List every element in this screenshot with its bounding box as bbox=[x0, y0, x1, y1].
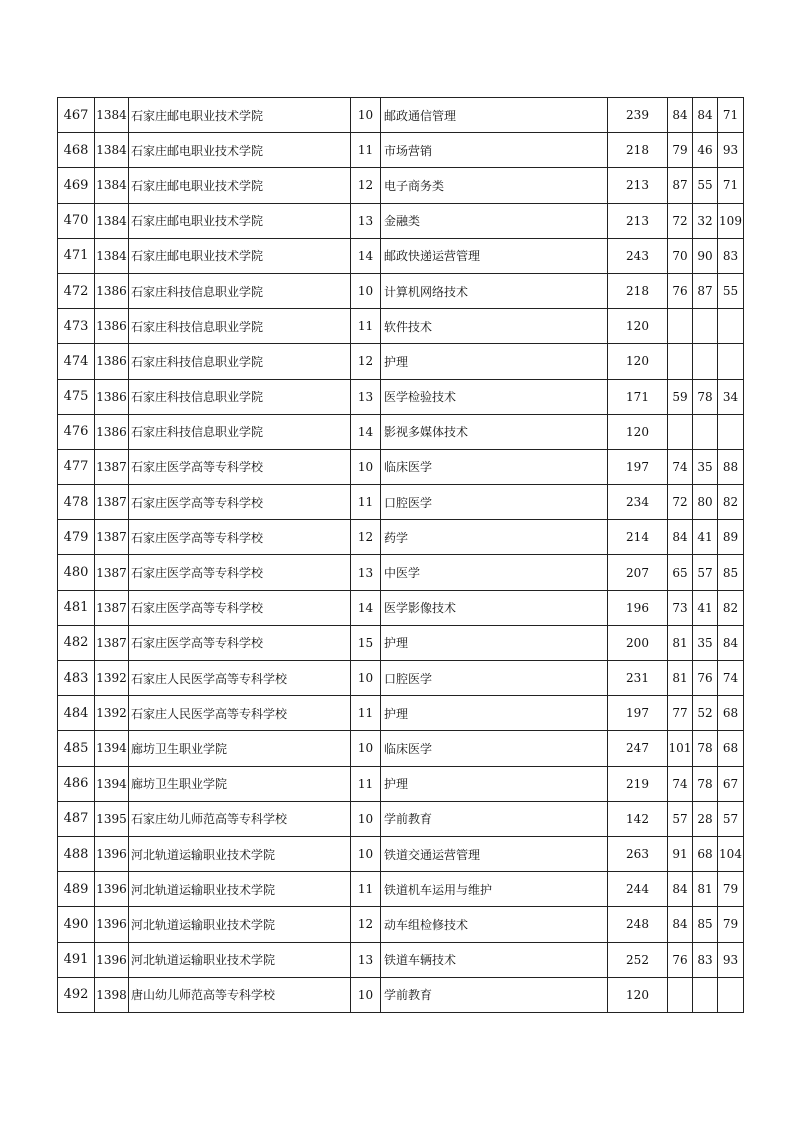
subject-score-3-cell: 84 bbox=[718, 625, 744, 660]
school-code-cell: 1386 bbox=[95, 273, 129, 308]
school-name-cell: 石家庄人民医学高等专科学校 bbox=[129, 661, 351, 696]
total-score-cell: 200 bbox=[608, 625, 668, 660]
row-index-cell: 470 bbox=[58, 203, 95, 238]
major-name-cell: 金融类 bbox=[381, 203, 608, 238]
school-code-cell: 1387 bbox=[95, 449, 129, 484]
major-name-cell: 口腔医学 bbox=[381, 485, 608, 520]
subject-score-3-cell: 68 bbox=[718, 696, 744, 731]
major-name-cell: 铁道车辆技术 bbox=[381, 942, 608, 977]
subject-score-3-cell: 67 bbox=[718, 766, 744, 801]
row-index-cell: 478 bbox=[58, 485, 95, 520]
major-name-cell: 医学检验技术 bbox=[381, 379, 608, 414]
total-score-cell: 213 bbox=[608, 168, 668, 203]
total-score-cell: 231 bbox=[608, 661, 668, 696]
major-name-cell: 学前教育 bbox=[381, 801, 608, 836]
subject-score-1-cell: 77 bbox=[668, 696, 693, 731]
table-row bbox=[58, 555, 744, 590]
row-index-cell: 492 bbox=[58, 977, 95, 1012]
total-score-cell: 239 bbox=[608, 98, 668, 133]
school-name-cell: 石家庄科技信息职业学院 bbox=[129, 414, 351, 449]
total-score-cell: 244 bbox=[608, 872, 668, 907]
row-index-cell: 468 bbox=[58, 133, 95, 168]
row-index-cell: 482 bbox=[58, 625, 95, 660]
school-name-cell: 石家庄医学高等专科学校 bbox=[129, 449, 351, 484]
major-code-cell: 10 bbox=[351, 801, 381, 836]
subject-score-1-cell: 81 bbox=[668, 661, 693, 696]
subject-score-2-cell: 41 bbox=[693, 590, 718, 625]
total-score-cell: 197 bbox=[608, 449, 668, 484]
total-score-cell: 120 bbox=[608, 977, 668, 1012]
subject-score-3-cell: 74 bbox=[718, 661, 744, 696]
subject-score-2-cell bbox=[693, 309, 718, 344]
major-code-cell: 13 bbox=[351, 942, 381, 977]
row-index-cell: 472 bbox=[58, 273, 95, 308]
major-name-cell: 中医学 bbox=[381, 555, 608, 590]
subject-score-2-cell: 87 bbox=[693, 273, 718, 308]
major-code-cell: 10 bbox=[351, 977, 381, 1012]
school-name-cell: 石家庄科技信息职业学院 bbox=[129, 344, 351, 379]
row-index-cell: 476 bbox=[58, 414, 95, 449]
subject-score-1-cell bbox=[668, 977, 693, 1012]
major-code-cell: 10 bbox=[351, 449, 381, 484]
subject-score-1-cell: 76 bbox=[668, 942, 693, 977]
subject-score-2-cell: 35 bbox=[693, 449, 718, 484]
row-index-cell: 479 bbox=[58, 520, 95, 555]
subject-score-3-cell: 88 bbox=[718, 449, 744, 484]
table-row bbox=[58, 625, 744, 660]
school-name-cell: 河北轨道运输职业技术学院 bbox=[129, 836, 351, 871]
row-index-cell: 469 bbox=[58, 168, 95, 203]
subject-score-3-cell: 104 bbox=[718, 836, 744, 871]
major-code-cell: 12 bbox=[351, 344, 381, 379]
major-code-cell: 14 bbox=[351, 414, 381, 449]
subject-score-2-cell: 80 bbox=[693, 485, 718, 520]
major-name-cell: 邮政通信管理 bbox=[381, 98, 608, 133]
school-code-cell: 1396 bbox=[95, 872, 129, 907]
school-name-cell: 石家庄科技信息职业学院 bbox=[129, 379, 351, 414]
subject-score-3-cell: 82 bbox=[718, 590, 744, 625]
row-index-cell: 473 bbox=[58, 309, 95, 344]
major-name-cell: 护理 bbox=[381, 766, 608, 801]
school-name-cell: 河北轨道运输职业技术学院 bbox=[129, 942, 351, 977]
major-code-cell: 14 bbox=[351, 238, 381, 273]
major-name-cell: 影视多媒体技术 bbox=[381, 414, 608, 449]
total-score-cell: 248 bbox=[608, 907, 668, 942]
subject-score-2-cell bbox=[693, 344, 718, 379]
school-name-cell: 石家庄医学高等专科学校 bbox=[129, 520, 351, 555]
major-name-cell: 学前教育 bbox=[381, 977, 608, 1012]
school-name-cell: 石家庄医学高等专科学校 bbox=[129, 625, 351, 660]
subject-score-1-cell: 87 bbox=[668, 168, 693, 203]
school-code-cell: 1384 bbox=[95, 98, 129, 133]
row-index-cell: 490 bbox=[58, 907, 95, 942]
subject-score-1-cell: 79 bbox=[668, 133, 693, 168]
major-code-cell: 14 bbox=[351, 590, 381, 625]
total-score-cell: 120 bbox=[608, 414, 668, 449]
row-index-cell: 481 bbox=[58, 590, 95, 625]
subject-score-3-cell: 89 bbox=[718, 520, 744, 555]
table-row bbox=[58, 309, 744, 344]
subject-score-1-cell: 72 bbox=[668, 203, 693, 238]
row-index-cell: 467 bbox=[58, 98, 95, 133]
major-name-cell: 市场营销 bbox=[381, 133, 608, 168]
school-code-cell: 1384 bbox=[95, 168, 129, 203]
subject-score-3-cell bbox=[718, 344, 744, 379]
school-name-cell: 石家庄科技信息职业学院 bbox=[129, 309, 351, 344]
subject-score-3-cell bbox=[718, 977, 744, 1012]
table-row bbox=[58, 801, 744, 836]
table-row bbox=[58, 238, 744, 273]
subject-score-3-cell: 57 bbox=[718, 801, 744, 836]
major-name-cell: 动车组检修技术 bbox=[381, 907, 608, 942]
major-name-cell: 铁道机车运用与维护 bbox=[381, 872, 608, 907]
subject-score-2-cell: 83 bbox=[693, 942, 718, 977]
subject-score-2-cell: 76 bbox=[693, 661, 718, 696]
subject-score-1-cell: 73 bbox=[668, 590, 693, 625]
subject-score-1-cell: 101 bbox=[668, 731, 693, 766]
table-row bbox=[58, 379, 744, 414]
major-code-cell: 11 bbox=[351, 696, 381, 731]
subject-score-3-cell: 85 bbox=[718, 555, 744, 590]
school-name-cell: 河北轨道运输职业技术学院 bbox=[129, 872, 351, 907]
subject-score-1-cell bbox=[668, 309, 693, 344]
subject-score-2-cell: 28 bbox=[693, 801, 718, 836]
total-score-cell: 214 bbox=[608, 520, 668, 555]
major-code-cell: 12 bbox=[351, 168, 381, 203]
school-name-cell: 石家庄邮电职业技术学院 bbox=[129, 133, 351, 168]
major-code-cell: 10 bbox=[351, 661, 381, 696]
total-score-cell: 218 bbox=[608, 273, 668, 308]
major-code-cell: 11 bbox=[351, 872, 381, 907]
major-code-cell: 12 bbox=[351, 907, 381, 942]
row-index-cell: 484 bbox=[58, 696, 95, 731]
school-code-cell: 1387 bbox=[95, 625, 129, 660]
subject-score-3-cell: 93 bbox=[718, 133, 744, 168]
total-score-cell: 218 bbox=[608, 133, 668, 168]
total-score-cell: 219 bbox=[608, 766, 668, 801]
row-index-cell: 477 bbox=[58, 449, 95, 484]
table-row bbox=[58, 872, 744, 907]
major-code-cell: 13 bbox=[351, 203, 381, 238]
total-score-cell: 263 bbox=[608, 836, 668, 871]
row-index-cell: 474 bbox=[58, 344, 95, 379]
major-name-cell: 软件技术 bbox=[381, 309, 608, 344]
row-index-cell: 486 bbox=[58, 766, 95, 801]
subject-score-2-cell: 78 bbox=[693, 731, 718, 766]
table-row bbox=[58, 696, 744, 731]
school-name-cell: 石家庄幼儿师范高等专科学校 bbox=[129, 801, 351, 836]
row-index-cell: 488 bbox=[58, 836, 95, 871]
subject-score-2-cell bbox=[693, 414, 718, 449]
subject-score-3-cell: 83 bbox=[718, 238, 744, 273]
major-name-cell: 护理 bbox=[381, 344, 608, 379]
table-row bbox=[58, 977, 744, 1012]
subject-score-3-cell: 82 bbox=[718, 485, 744, 520]
subject-score-3-cell: 55 bbox=[718, 273, 744, 308]
major-name-cell: 护理 bbox=[381, 625, 608, 660]
major-name-cell: 医学影像技术 bbox=[381, 590, 608, 625]
school-name-cell: 廊坊卫生职业学院 bbox=[129, 731, 351, 766]
school-code-cell: 1392 bbox=[95, 696, 129, 731]
school-code-cell: 1395 bbox=[95, 801, 129, 836]
subject-score-1-cell: 72 bbox=[668, 485, 693, 520]
total-score-cell: 120 bbox=[608, 309, 668, 344]
subject-score-2-cell: 46 bbox=[693, 133, 718, 168]
school-code-cell: 1392 bbox=[95, 661, 129, 696]
school-code-cell: 1387 bbox=[95, 555, 129, 590]
school-code-cell: 1387 bbox=[95, 485, 129, 520]
subject-score-2-cell: 32 bbox=[693, 203, 718, 238]
subject-score-1-cell bbox=[668, 344, 693, 379]
subject-score-1-cell: 84 bbox=[668, 907, 693, 942]
total-score-cell: 197 bbox=[608, 696, 668, 731]
major-code-cell: 13 bbox=[351, 555, 381, 590]
major-code-cell: 11 bbox=[351, 309, 381, 344]
school-code-cell: 1386 bbox=[95, 309, 129, 344]
major-name-cell: 口腔医学 bbox=[381, 661, 608, 696]
school-code-cell: 1386 bbox=[95, 379, 129, 414]
subject-score-1-cell: 84 bbox=[668, 520, 693, 555]
subject-score-3-cell: 109 bbox=[718, 203, 744, 238]
subject-score-2-cell: 85 bbox=[693, 907, 718, 942]
table-row bbox=[58, 98, 744, 133]
table-row bbox=[58, 273, 744, 308]
subject-score-3-cell: 34 bbox=[718, 379, 744, 414]
school-name-cell: 石家庄医学高等专科学校 bbox=[129, 555, 351, 590]
school-name-cell: 石家庄邮电职业技术学院 bbox=[129, 238, 351, 273]
school-code-cell: 1396 bbox=[95, 942, 129, 977]
row-index-cell: 483 bbox=[58, 661, 95, 696]
major-code-cell: 10 bbox=[351, 273, 381, 308]
subject-score-1-cell: 74 bbox=[668, 449, 693, 484]
admission-score-table bbox=[57, 97, 744, 1013]
subject-score-1-cell: 70 bbox=[668, 238, 693, 273]
total-score-cell: 207 bbox=[608, 555, 668, 590]
major-name-cell: 邮政快递运营管理 bbox=[381, 238, 608, 273]
subject-score-2-cell: 78 bbox=[693, 766, 718, 801]
major-code-cell: 10 bbox=[351, 731, 381, 766]
table-row bbox=[58, 942, 744, 977]
row-index-cell: 491 bbox=[58, 942, 95, 977]
subject-score-2-cell bbox=[693, 977, 718, 1012]
table-row bbox=[58, 168, 744, 203]
total-score-cell: 171 bbox=[608, 379, 668, 414]
subject-score-1-cell: 76 bbox=[668, 273, 693, 308]
subject-score-3-cell: 71 bbox=[718, 168, 744, 203]
table-row bbox=[58, 414, 744, 449]
major-name-cell: 临床医学 bbox=[381, 731, 608, 766]
total-score-cell: 196 bbox=[608, 590, 668, 625]
total-score-cell: 243 bbox=[608, 238, 668, 273]
major-code-cell: 13 bbox=[351, 379, 381, 414]
table-row bbox=[58, 203, 744, 238]
table-row bbox=[58, 449, 744, 484]
subject-score-1-cell: 91 bbox=[668, 836, 693, 871]
school-code-cell: 1386 bbox=[95, 344, 129, 379]
row-index-cell: 471 bbox=[58, 238, 95, 273]
school-code-cell: 1394 bbox=[95, 731, 129, 766]
row-index-cell: 480 bbox=[58, 555, 95, 590]
school-code-cell: 1384 bbox=[95, 133, 129, 168]
major-code-cell: 10 bbox=[351, 836, 381, 871]
school-name-cell: 河北轨道运输职业技术学院 bbox=[129, 907, 351, 942]
subject-score-3-cell: 93 bbox=[718, 942, 744, 977]
row-index-cell: 475 bbox=[58, 379, 95, 414]
table-row bbox=[58, 766, 744, 801]
subject-score-3-cell bbox=[718, 309, 744, 344]
major-name-cell: 铁道交通运营管理 bbox=[381, 836, 608, 871]
subject-score-1-cell: 84 bbox=[668, 872, 693, 907]
subject-score-2-cell: 81 bbox=[693, 872, 718, 907]
school-name-cell: 石家庄邮电职业技术学院 bbox=[129, 203, 351, 238]
school-code-cell: 1398 bbox=[95, 977, 129, 1012]
total-score-cell: 213 bbox=[608, 203, 668, 238]
school-code-cell: 1384 bbox=[95, 203, 129, 238]
major-code-cell: 11 bbox=[351, 485, 381, 520]
table-row bbox=[58, 344, 744, 379]
school-name-cell: 石家庄科技信息职业学院 bbox=[129, 273, 351, 308]
school-code-cell: 1387 bbox=[95, 520, 129, 555]
school-code-cell: 1396 bbox=[95, 907, 129, 942]
subject-score-2-cell: 41 bbox=[693, 520, 718, 555]
table-row bbox=[58, 590, 744, 625]
subject-score-2-cell: 68 bbox=[693, 836, 718, 871]
school-name-cell: 石家庄邮电职业技术学院 bbox=[129, 168, 351, 203]
school-name-cell: 廊坊卫生职业学院 bbox=[129, 766, 351, 801]
major-code-cell: 15 bbox=[351, 625, 381, 660]
major-name-cell: 电子商务类 bbox=[381, 168, 608, 203]
subject-score-2-cell: 57 bbox=[693, 555, 718, 590]
school-name-cell: 石家庄邮电职业技术学院 bbox=[129, 98, 351, 133]
school-name-cell: 唐山幼儿师范高等专科学校 bbox=[129, 977, 351, 1012]
subject-score-1-cell bbox=[668, 414, 693, 449]
major-code-cell: 12 bbox=[351, 520, 381, 555]
table-body bbox=[58, 98, 744, 1013]
row-index-cell: 487 bbox=[58, 801, 95, 836]
subject-score-2-cell: 35 bbox=[693, 625, 718, 660]
total-score-cell: 252 bbox=[608, 942, 668, 977]
subject-score-3-cell: 71 bbox=[718, 98, 744, 133]
school-name-cell: 石家庄医学高等专科学校 bbox=[129, 590, 351, 625]
total-score-cell: 234 bbox=[608, 485, 668, 520]
major-code-cell: 11 bbox=[351, 133, 381, 168]
subject-score-1-cell: 84 bbox=[668, 98, 693, 133]
subject-score-1-cell: 81 bbox=[668, 625, 693, 660]
table-row bbox=[58, 661, 744, 696]
subject-score-3-cell: 79 bbox=[718, 907, 744, 942]
school-name-cell: 石家庄医学高等专科学校 bbox=[129, 485, 351, 520]
subject-score-1-cell: 74 bbox=[668, 766, 693, 801]
subject-score-3-cell: 68 bbox=[718, 731, 744, 766]
major-name-cell: 计算机网络技术 bbox=[381, 273, 608, 308]
major-name-cell: 药学 bbox=[381, 520, 608, 555]
subject-score-1-cell: 57 bbox=[668, 801, 693, 836]
total-score-cell: 142 bbox=[608, 801, 668, 836]
subject-score-3-cell bbox=[718, 414, 744, 449]
total-score-cell: 120 bbox=[608, 344, 668, 379]
table-row bbox=[58, 907, 744, 942]
table-row bbox=[58, 731, 744, 766]
subject-score-1-cell: 65 bbox=[668, 555, 693, 590]
school-code-cell: 1384 bbox=[95, 238, 129, 273]
school-code-cell: 1394 bbox=[95, 766, 129, 801]
subject-score-2-cell: 90 bbox=[693, 238, 718, 273]
school-code-cell: 1387 bbox=[95, 590, 129, 625]
row-index-cell: 485 bbox=[58, 731, 95, 766]
table-row bbox=[58, 520, 744, 555]
subject-score-3-cell: 79 bbox=[718, 872, 744, 907]
subject-score-2-cell: 78 bbox=[693, 379, 718, 414]
subject-score-2-cell: 52 bbox=[693, 696, 718, 731]
total-score-cell: 247 bbox=[608, 731, 668, 766]
major-code-cell: 11 bbox=[351, 766, 381, 801]
row-index-cell: 489 bbox=[58, 872, 95, 907]
major-code-cell: 10 bbox=[351, 98, 381, 133]
major-name-cell: 临床医学 bbox=[381, 449, 608, 484]
school-name-cell: 石家庄人民医学高等专科学校 bbox=[129, 696, 351, 731]
table-row bbox=[58, 485, 744, 520]
school-code-cell: 1396 bbox=[95, 836, 129, 871]
table-row bbox=[58, 836, 744, 871]
subject-score-2-cell: 55 bbox=[693, 168, 718, 203]
major-name-cell: 护理 bbox=[381, 696, 608, 731]
table-row bbox=[58, 133, 744, 168]
subject-score-2-cell: 84 bbox=[693, 98, 718, 133]
subject-score-1-cell: 59 bbox=[668, 379, 693, 414]
school-code-cell: 1386 bbox=[95, 414, 129, 449]
